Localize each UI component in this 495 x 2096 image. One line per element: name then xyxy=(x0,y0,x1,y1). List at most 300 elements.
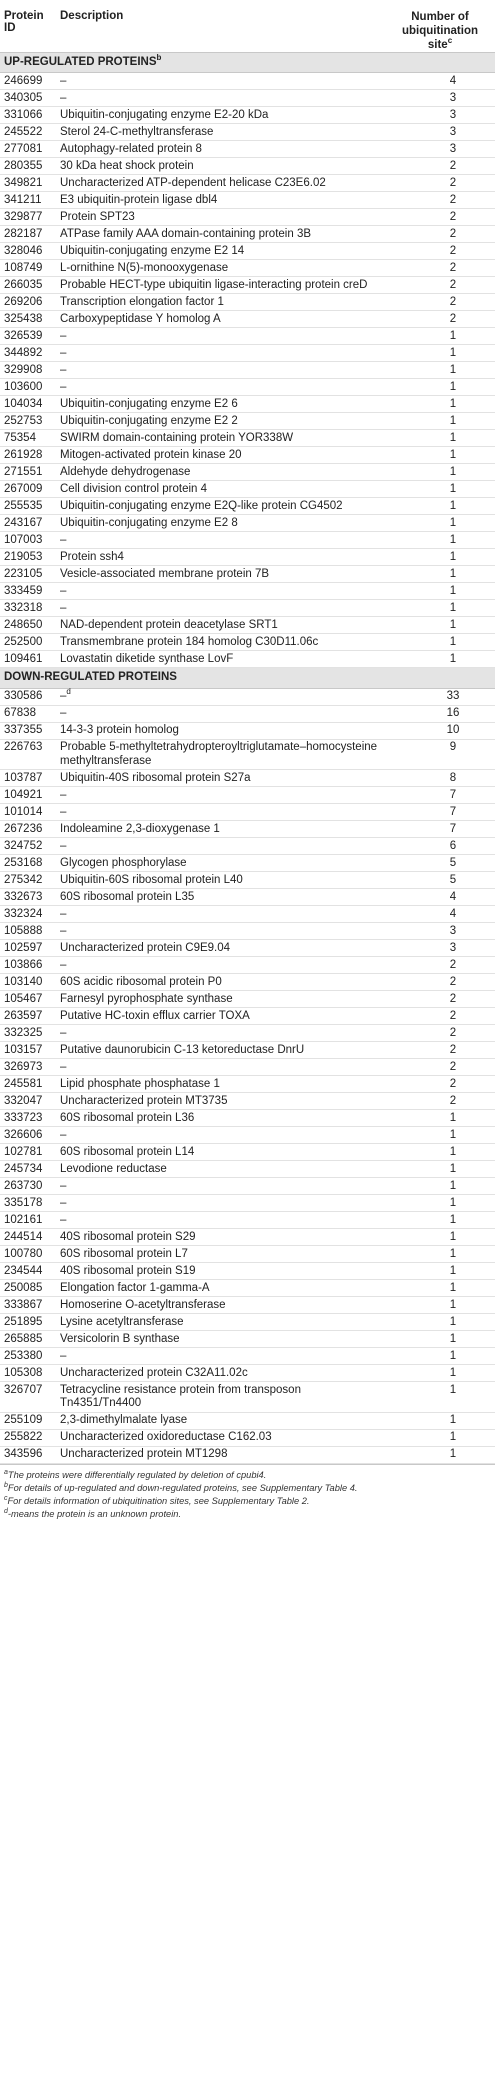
table-row xyxy=(0,940,495,957)
table-row xyxy=(0,991,495,1008)
protein-id-cell: 102781 xyxy=(0,1144,56,1161)
description-cell xyxy=(56,447,385,464)
description-text: E3 ubiquitin-protein ligase dbl4 xyxy=(60,193,218,206)
site-count-cell: 2 xyxy=(385,1008,495,1025)
protein-id-cell: 244514 xyxy=(0,1229,56,1246)
table-row xyxy=(0,651,495,668)
footnote-mark: a xyxy=(4,1468,8,1476)
protein-id-cell: 109461 xyxy=(0,651,56,668)
site-count-cell: 1 xyxy=(385,1280,495,1297)
description-text: – xyxy=(60,805,67,818)
table-row xyxy=(0,447,495,464)
description-cell xyxy=(56,1314,385,1331)
description-text: 40S ribosomal protein S19 xyxy=(60,1264,196,1277)
site-count-cell: 1 xyxy=(385,1110,495,1127)
table-row xyxy=(0,396,495,413)
description-text: Sterol 24-C-methyltransferase xyxy=(60,125,214,138)
protein-id-cell: 101014 xyxy=(0,804,56,821)
description-cell xyxy=(56,1025,385,1042)
description-text: Ubiquitin-conjugating enzyme E2 6 xyxy=(60,397,238,410)
table-row xyxy=(0,175,495,192)
site-count-cell: 1 xyxy=(385,634,495,651)
header-number-footnote-mark: c xyxy=(447,36,453,46)
protein-id-cell: 329877 xyxy=(0,209,56,226)
table-row xyxy=(0,1042,495,1059)
site-count-cell: 1 xyxy=(385,566,495,583)
table-row xyxy=(0,1446,495,1463)
site-count-cell: 1 xyxy=(385,1178,495,1195)
description-cell xyxy=(56,1446,385,1463)
table-row xyxy=(0,770,495,787)
protein-id-cell: 255535 xyxy=(0,498,56,515)
table-row xyxy=(0,1093,495,1110)
description-text: Carboxypeptidase Y homolog A xyxy=(60,312,221,325)
table-row xyxy=(0,362,495,379)
description-text: – xyxy=(60,1128,67,1141)
description-cell xyxy=(56,464,385,481)
table-row xyxy=(0,1365,495,1382)
table-row xyxy=(0,1178,495,1195)
header-number-of-sites xyxy=(385,0,495,53)
protein-id-cell: 332324 xyxy=(0,906,56,923)
description-text: 60S ribosomal protein L35 xyxy=(60,890,195,903)
table-row xyxy=(0,158,495,175)
table-row xyxy=(0,73,495,90)
site-count-cell: 1 xyxy=(385,379,495,396)
protein-id-cell: 75354 xyxy=(0,430,56,447)
protein-id-cell: 100780 xyxy=(0,1246,56,1263)
site-count-cell: 2 xyxy=(385,1076,495,1093)
site-count-cell: 1 xyxy=(385,345,495,362)
description-cell xyxy=(56,1144,385,1161)
description-cell xyxy=(56,532,385,549)
site-count-cell: 7 xyxy=(385,804,495,821)
section-title xyxy=(0,53,495,73)
site-count-cell: 16 xyxy=(385,705,495,722)
description-text: 60S acidic ribosomal protein P0 xyxy=(60,975,222,988)
table-row xyxy=(0,90,495,107)
description-cell xyxy=(56,362,385,379)
description-cell xyxy=(56,739,385,769)
table-row xyxy=(0,838,495,855)
description-text: – xyxy=(60,91,67,104)
description-cell xyxy=(56,722,385,739)
description-text: Mitogen-activated protein kinase 20 xyxy=(60,448,242,461)
description-text: – xyxy=(60,346,67,359)
site-count-cell: 2 xyxy=(385,175,495,192)
description-text: 60S ribosomal protein L14 xyxy=(60,1145,195,1158)
site-count-cell: 3 xyxy=(385,923,495,940)
protein-id-cell: 251895 xyxy=(0,1314,56,1331)
table-row xyxy=(0,481,495,498)
description-cell xyxy=(56,1110,385,1127)
protein-id-cell: 332318 xyxy=(0,600,56,617)
site-count-cell: 1 xyxy=(385,413,495,430)
protein-id-cell: 337355 xyxy=(0,722,56,739)
table-row xyxy=(0,617,495,634)
table-row xyxy=(0,634,495,651)
protein-id-cell: 280355 xyxy=(0,158,56,175)
description-text: Uncharacterized oxidoreductase C162.03 xyxy=(60,1430,272,1443)
site-count-cell: 1 xyxy=(385,1348,495,1365)
description-cell xyxy=(56,430,385,447)
table-row xyxy=(0,1297,495,1314)
description-cell xyxy=(56,566,385,583)
description-cell xyxy=(56,1412,385,1429)
footnote-text: -means the protein is an unknown protein. xyxy=(7,1508,182,1519)
protein-id-cell: 266035 xyxy=(0,277,56,294)
description-cell xyxy=(56,1178,385,1195)
table-row xyxy=(0,688,495,705)
table-row xyxy=(0,739,495,769)
description-text: Ubiquitin-40S ribosomal protein S27a xyxy=(60,771,251,784)
protein-id-cell: 261928 xyxy=(0,447,56,464)
protein-id-cell: 324752 xyxy=(0,838,56,855)
site-count-cell: 2 xyxy=(385,209,495,226)
protein-id-cell: 333459 xyxy=(0,583,56,600)
site-count-cell: 4 xyxy=(385,73,495,90)
section-title-text: DOWN-REGULATED PROTEINS xyxy=(4,671,177,684)
description-cell xyxy=(56,1348,385,1365)
description-cell xyxy=(56,1382,385,1412)
description-text: Lysine acetyltransferase xyxy=(60,1315,184,1328)
site-count-cell: 4 xyxy=(385,889,495,906)
description-cell xyxy=(56,515,385,532)
description-text: – xyxy=(60,924,67,937)
description-text: – xyxy=(60,601,67,614)
table-row xyxy=(0,464,495,481)
site-count-cell: 1 xyxy=(385,583,495,600)
protein-id-cell: 335178 xyxy=(0,1195,56,1212)
description-cell xyxy=(56,243,385,260)
description-cell xyxy=(56,141,385,158)
description-cell xyxy=(56,974,385,991)
site-count-cell: 3 xyxy=(385,107,495,124)
protein-id-cell: 248650 xyxy=(0,617,56,634)
footnote-text: For details of up-regulated and down-regulated proteins, see Supplementary Table 4. xyxy=(7,1482,358,1493)
description-text: Versicolorin B synthase xyxy=(60,1332,180,1345)
table-row xyxy=(0,1348,495,1365)
description-cell xyxy=(56,175,385,192)
description-cell xyxy=(56,1246,385,1263)
site-count-cell: 1 xyxy=(385,447,495,464)
site-count-cell: 1 xyxy=(385,1212,495,1229)
description-cell xyxy=(56,1093,385,1110)
site-count-cell: 2 xyxy=(385,1025,495,1042)
table-row xyxy=(0,549,495,566)
description-text: Ubiquitin-conjugating enzyme E2 2 xyxy=(60,414,238,427)
table-row xyxy=(0,1229,495,1246)
section-footnote-mark: b xyxy=(156,53,162,63)
protein-id-cell: 341211 xyxy=(0,192,56,209)
description-cell xyxy=(56,124,385,141)
table-row xyxy=(0,1025,495,1042)
protein-id-cell: 263730 xyxy=(0,1178,56,1195)
description-cell xyxy=(56,957,385,974)
description-text: Uncharacterized protein C9E9.04 xyxy=(60,941,231,954)
site-count-cell: 2 xyxy=(385,158,495,175)
protein-id-cell: 255109 xyxy=(0,1412,56,1429)
header-number-line2: ubiquitination site xyxy=(401,25,478,51)
table-row xyxy=(0,243,495,260)
protein-id-cell: 103140 xyxy=(0,974,56,991)
table-row xyxy=(0,583,495,600)
footnote-mark: b xyxy=(4,1481,8,1489)
footnote-mark: c xyxy=(4,1494,8,1502)
description-text: – xyxy=(60,1196,67,1209)
protein-id-cell: 267009 xyxy=(0,481,56,498)
table-row xyxy=(0,1161,495,1178)
description-cell xyxy=(56,855,385,872)
footnote xyxy=(4,1495,491,1508)
description-cell xyxy=(56,413,385,430)
table-row xyxy=(0,1412,495,1429)
protein-id-cell: 105467 xyxy=(0,991,56,1008)
site-count-cell: 7 xyxy=(385,821,495,838)
description-text: – xyxy=(60,958,67,971)
description-text: 2,3-dimethylmalate lyase xyxy=(60,1413,188,1426)
site-count-cell: 1 xyxy=(385,1446,495,1463)
description-text: Ubiquitin-conjugating enzyme E2Q-like protein CG4502 xyxy=(60,499,343,512)
description-text: – xyxy=(60,1349,67,1362)
site-count-cell: 1 xyxy=(385,515,495,532)
site-count-cell: 2 xyxy=(385,277,495,294)
site-count-cell: 2 xyxy=(385,974,495,991)
site-count-cell: 1 xyxy=(385,549,495,566)
description-text: – xyxy=(60,788,67,801)
protein-id-cell: 102597 xyxy=(0,940,56,957)
description-cell xyxy=(56,1212,385,1229)
site-count-cell: 2 xyxy=(385,1093,495,1110)
description-text: 40S ribosomal protein S29 xyxy=(60,1230,196,1243)
description-text: – xyxy=(60,329,67,342)
protein-id-cell: 67838 xyxy=(0,705,56,722)
description-text: Probable HECT-type ubiquitin ligase-interacting protein creD xyxy=(60,278,368,291)
site-count-cell: 6 xyxy=(385,838,495,855)
description-cell xyxy=(56,1331,385,1348)
site-count-cell: 2 xyxy=(385,991,495,1008)
table-row xyxy=(0,855,495,872)
description-cell xyxy=(56,940,385,957)
site-count-cell: 1 xyxy=(385,464,495,481)
description-cell xyxy=(56,549,385,566)
description-cell xyxy=(56,158,385,175)
table-row xyxy=(0,498,495,515)
site-count-cell: 1 xyxy=(385,617,495,634)
description-text: – xyxy=(60,1026,67,1039)
description-cell xyxy=(56,991,385,1008)
description-text: Transcription elongation factor 1 xyxy=(60,295,224,308)
description-cell xyxy=(56,872,385,889)
description-cell xyxy=(56,498,385,515)
description-cell xyxy=(56,226,385,243)
description-text: – xyxy=(60,1179,67,1192)
description-cell xyxy=(56,821,385,838)
site-count-cell: 1 xyxy=(385,1412,495,1429)
protein-id-cell: 333867 xyxy=(0,1297,56,1314)
protein-id-cell: 344892 xyxy=(0,345,56,362)
table-row xyxy=(0,957,495,974)
protein-id-cell: 226763 xyxy=(0,739,56,769)
description-cell xyxy=(56,1365,385,1382)
protein-id-cell: 277081 xyxy=(0,141,56,158)
protein-id-cell: 246699 xyxy=(0,73,56,90)
protein-id-cell: 245581 xyxy=(0,1076,56,1093)
site-count-cell: 2 xyxy=(385,957,495,974)
protein-id-cell: 332047 xyxy=(0,1093,56,1110)
site-count-cell: 5 xyxy=(385,855,495,872)
description-text: L-ornithine N(5)-monooxygenase xyxy=(60,261,229,274)
table-row xyxy=(0,1429,495,1446)
description-text: – xyxy=(60,707,67,720)
description-text: 60S ribosomal protein L36 xyxy=(60,1111,195,1124)
site-count-cell: 1 xyxy=(385,1161,495,1178)
table-row xyxy=(0,1110,495,1127)
description-text: Tetracycline resistance protein from transposon Tn4351/Tn4400 xyxy=(60,1383,301,1409)
site-count-cell: 2 xyxy=(385,294,495,311)
table-row xyxy=(0,294,495,311)
description-cell xyxy=(56,1161,385,1178)
description-cell xyxy=(56,1229,385,1246)
protein-id-cell: 265885 xyxy=(0,1331,56,1348)
protein-id-cell: 331066 xyxy=(0,107,56,124)
description-text: Uncharacterized protein MT3735 xyxy=(60,1094,228,1107)
description-text: Transmembrane protein 184 homolog C30D11.06c xyxy=(60,635,319,648)
protein-id-cell: 332673 xyxy=(0,889,56,906)
description-cell xyxy=(56,600,385,617)
protein-id-cell: 103866 xyxy=(0,957,56,974)
table-row xyxy=(0,1246,495,1263)
site-count-cell: 1 xyxy=(385,1195,495,1212)
description-cell xyxy=(56,481,385,498)
header-number-line1: Number of xyxy=(411,11,469,23)
description-cell xyxy=(56,1076,385,1093)
site-count-cell: 1 xyxy=(385,430,495,447)
description-text: – xyxy=(60,1060,67,1073)
description-cell xyxy=(56,889,385,906)
description-text: Probable 5-methyltetrahydropteroyltriglutamate–homocysteine methyltransferase xyxy=(60,741,378,767)
description-text: Putative daunorubicin C-13 ketoreductase DnrU xyxy=(60,1043,305,1056)
protein-id-cell: 271551 xyxy=(0,464,56,481)
protein-id-cell: 333723 xyxy=(0,1110,56,1127)
protein-id-cell: 332325 xyxy=(0,1025,56,1042)
description-cell xyxy=(56,634,385,651)
table-row xyxy=(0,226,495,243)
description-cell xyxy=(56,688,385,705)
table-row xyxy=(0,1212,495,1229)
protein-id-cell: 329908 xyxy=(0,362,56,379)
protein-id-cell: 234544 xyxy=(0,1263,56,1280)
description-text: – xyxy=(60,839,67,852)
site-count-cell: 10 xyxy=(385,722,495,739)
protein-id-cell: 103157 xyxy=(0,1042,56,1059)
section-title-text: UP-REGULATED PROTEINS xyxy=(4,56,157,68)
table-row xyxy=(0,1059,495,1076)
protein-id-cell: 253168 xyxy=(0,855,56,872)
description-cell xyxy=(56,1297,385,1314)
description-cell xyxy=(56,260,385,277)
site-count-cell: 1 xyxy=(385,362,495,379)
site-count-cell: 33 xyxy=(385,688,495,705)
description-text: Aldehyde dehydrogenase xyxy=(60,465,191,478)
footnote xyxy=(4,1482,491,1495)
site-count-cell: 2 xyxy=(385,192,495,209)
description-text: NAD-dependent protein deacetylase SRT1 xyxy=(60,618,278,631)
site-count-cell: 1 xyxy=(385,1331,495,1348)
description-cell xyxy=(56,1042,385,1059)
section-header-row xyxy=(0,668,495,688)
header-description: Description xyxy=(60,10,124,22)
site-count-cell: 1 xyxy=(385,481,495,498)
table-body xyxy=(0,53,495,1464)
site-count-cell: 2 xyxy=(385,1042,495,1059)
description-text: Vesicle-associated membrane protein 7B xyxy=(60,567,270,580)
site-count-cell: 1 xyxy=(385,651,495,668)
table-row xyxy=(0,1263,495,1280)
site-count-cell: 1 xyxy=(385,1229,495,1246)
description-footnote-mark: d xyxy=(66,687,71,697)
protein-id-cell: 330586 xyxy=(0,688,56,705)
description-text: Homoserine O-acetyltransferase xyxy=(60,1298,226,1311)
table-row xyxy=(0,1076,495,1093)
site-count-cell: 4 xyxy=(385,906,495,923)
protein-id-cell: 255822 xyxy=(0,1429,56,1446)
protein-id-cell: 252753 xyxy=(0,413,56,430)
description-cell xyxy=(56,1263,385,1280)
description-text: Levodione reductase xyxy=(60,1162,167,1175)
description-cell xyxy=(56,923,385,940)
table-row xyxy=(0,532,495,549)
table-row xyxy=(0,804,495,821)
description-cell xyxy=(56,617,385,634)
table-row xyxy=(0,1331,495,1348)
protein-id-cell: 103600 xyxy=(0,379,56,396)
table-row xyxy=(0,1280,495,1297)
description-cell xyxy=(56,192,385,209)
table-row xyxy=(0,413,495,430)
footnote-mark: d xyxy=(4,1507,8,1515)
description-text: Autophagy-related protein 8 xyxy=(60,142,202,155)
description-text: Ubiquitin-conjugating enzyme E2-20 kDa xyxy=(60,108,269,121)
protein-id-cell: 102161 xyxy=(0,1212,56,1229)
protein-id-cell: 275342 xyxy=(0,872,56,889)
protein-id-cell: 343596 xyxy=(0,1446,56,1463)
table-row xyxy=(0,345,495,362)
description-cell xyxy=(56,838,385,855)
protein-id-cell: 253380 xyxy=(0,1348,56,1365)
table-row xyxy=(0,192,495,209)
table-header xyxy=(0,0,495,53)
description-text: Protein ssh4 xyxy=(60,550,124,563)
description-cell xyxy=(56,209,385,226)
site-count-cell: 2 xyxy=(385,243,495,260)
header-protein-id: Protein ID xyxy=(4,10,44,34)
description-cell xyxy=(56,311,385,328)
table-row xyxy=(0,107,495,124)
description-cell xyxy=(56,294,385,311)
protein-id-cell: 263597 xyxy=(0,1008,56,1025)
protein-id-cell: 107003 xyxy=(0,532,56,549)
description-text: Farnesyl pyrophosphate synthase xyxy=(60,992,233,1005)
description-text: Uncharacterized protein C32A11.02c xyxy=(60,1366,248,1379)
description-text: – xyxy=(60,907,67,920)
table-row xyxy=(0,872,495,889)
description-cell xyxy=(56,379,385,396)
table-row xyxy=(0,1127,495,1144)
protein-id-cell: 103787 xyxy=(0,770,56,787)
site-count-cell: 1 xyxy=(385,1127,495,1144)
description-cell xyxy=(56,651,385,668)
